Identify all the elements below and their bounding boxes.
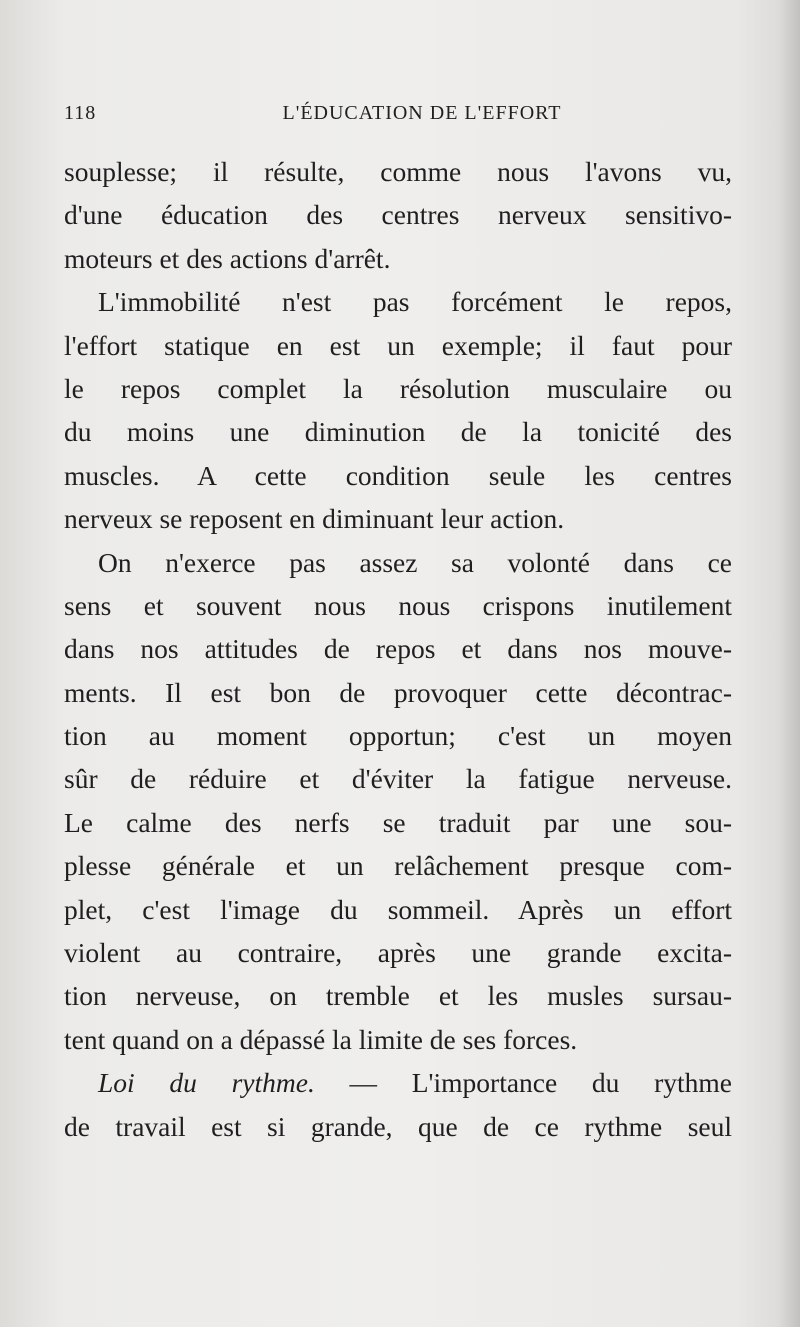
text-line: d'une éducation des centres nerveux sensitivo- bbox=[64, 199, 732, 231]
text-line: muscles. A cette condition seule les centres bbox=[64, 459, 732, 491]
text-line: le repos complet la résolution musculaire ou bbox=[64, 372, 732, 404]
text-line bbox=[64, 1061, 732, 1104]
text-line: On n'exerce pas assez sa volonté dans ce bbox=[98, 546, 732, 578]
text-line: Le calme des nerfs se traduit par une sou- bbox=[64, 806, 732, 838]
text-line: tent quand on a dépassé la limite de ses forces. bbox=[64, 1023, 578, 1055]
text-line: dans nos attitudes de repos et dans nos mouve- bbox=[64, 633, 732, 665]
text-line: violent au contraire, après une grande excita- bbox=[64, 937, 732, 969]
text-line: moteurs et des actions d'arrêt. bbox=[64, 242, 391, 274]
text-line: sens et souvent nous nous crispons inutilement bbox=[64, 589, 732, 621]
text-line: l'effort statique en est un exemple; il faut pour bbox=[64, 329, 732, 361]
text-line: L'immobilité n'est pas forcément le repos, bbox=[98, 286, 732, 318]
running-title: L'ÉDUCATION DE L'EFFORT bbox=[282, 102, 562, 124]
body-text bbox=[64, 150, 732, 1148]
text-line: tion au moment opportun; c'est un moyen bbox=[64, 720, 732, 752]
text-line: de travail est si grande, que de ce rythme seul bbox=[64, 1110, 732, 1142]
text-run: — L'importance du rythme bbox=[349, 1067, 732, 1099]
text-line: ments. Il est bon de provoquer cette décontrac- bbox=[64, 676, 732, 708]
section-heading: Loi du rythme. bbox=[98, 1067, 315, 1099]
running-head bbox=[64, 102, 730, 132]
text-line: nerveux se reposent en diminuant leur action. bbox=[64, 503, 565, 535]
text-line: souplesse; il résulte, comme nous l'avons vu, bbox=[64, 156, 732, 187]
text-line: plet, c'est l'image du sommeil. Après un effort bbox=[64, 893, 732, 925]
text-line: plesse générale et un relâchement presque com- bbox=[64, 850, 732, 882]
text-line: du moins une diminution de la tonicité des bbox=[64, 416, 732, 448]
page-number: 118 bbox=[64, 102, 97, 124]
text-line: tion nerveuse, on tremble et les musles sursau- bbox=[64, 980, 732, 1012]
text-line: sûr de réduire et d'éviter la fatigue nerveuse. bbox=[64, 763, 732, 795]
